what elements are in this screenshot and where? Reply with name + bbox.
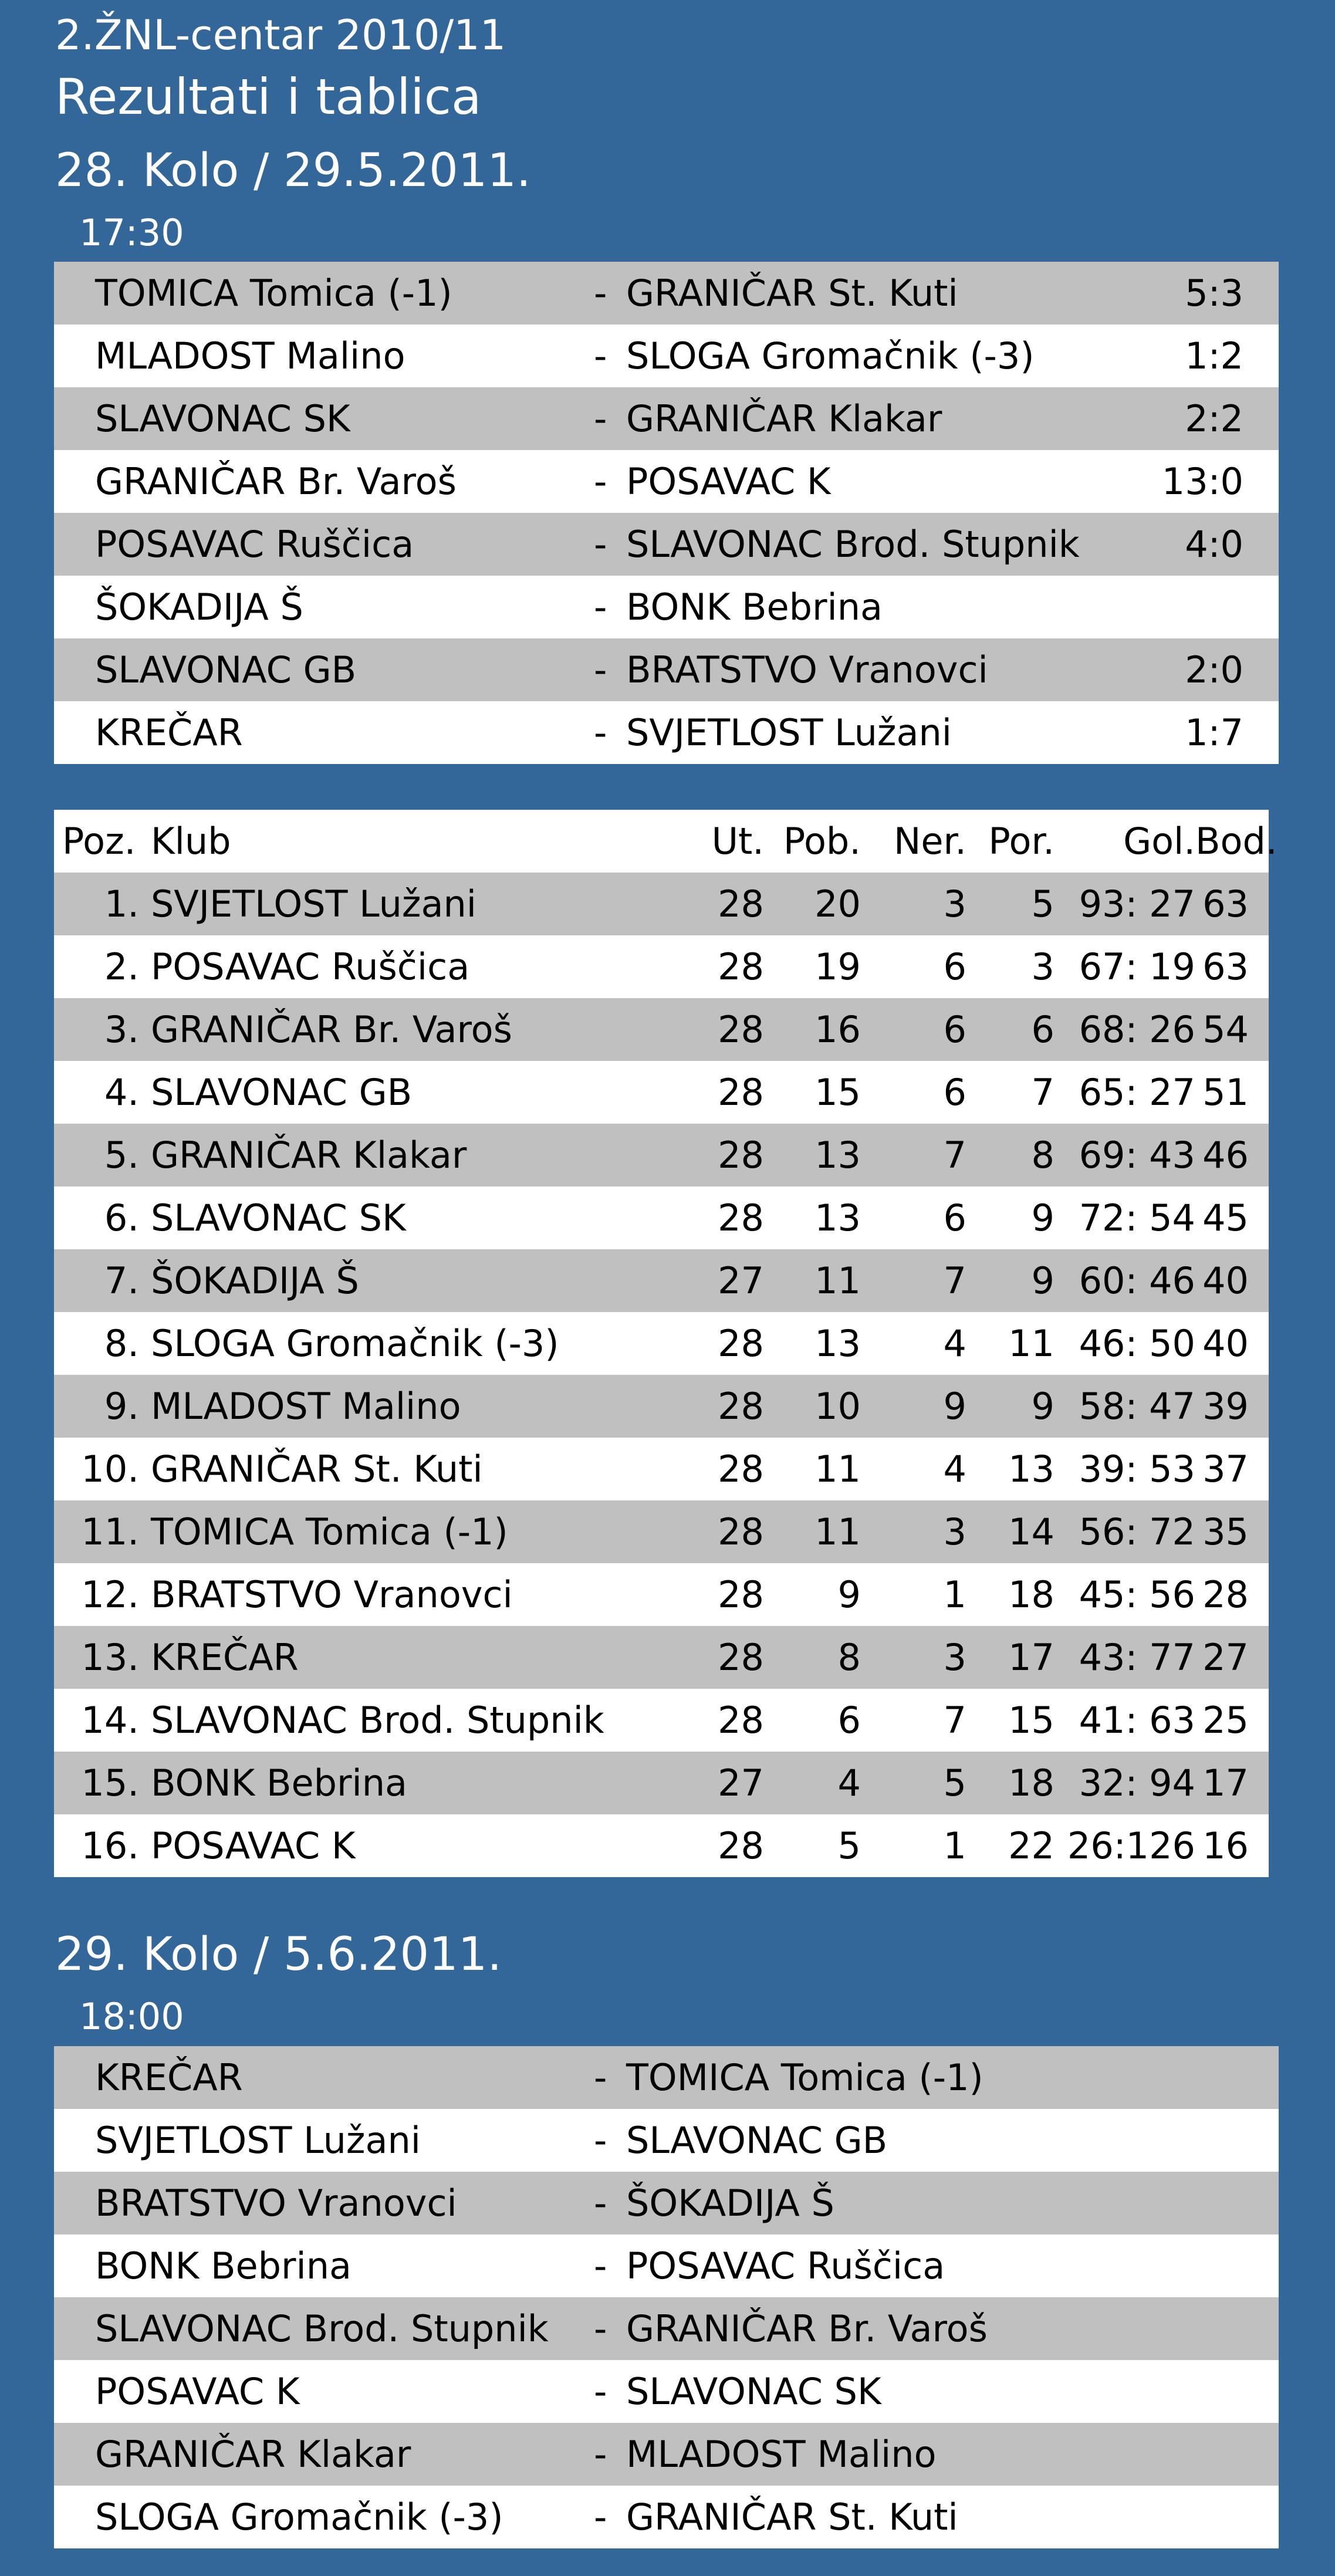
- standing-club: ŠOKADIJA Š: [139, 1249, 688, 1312]
- standing-points: 37: [1195, 1438, 1269, 1500]
- standing-position: 13.: [54, 1626, 139, 1689]
- standing-won: 8: [764, 1626, 861, 1689]
- standing-lost: 9: [966, 1186, 1055, 1249]
- standing-points: 40: [1195, 1312, 1269, 1375]
- header-position: Poz.: [54, 810, 139, 873]
- header-points: Bod.: [1195, 810, 1269, 873]
- header-played: Ut.: [688, 810, 764, 873]
- standing-won: 19: [764, 935, 861, 998]
- match-home-team: KREČAR: [54, 2046, 594, 2109]
- standing-position: 3.: [54, 998, 139, 1061]
- match-home-team: ŠOKADIJA Š: [54, 576, 594, 638]
- match-away-team: GRANIČAR Br. Varoš: [626, 2297, 1128, 2360]
- standing-position: 11.: [54, 1500, 139, 1563]
- standing-won: 9: [764, 1563, 861, 1626]
- standing-played: 28: [688, 935, 764, 998]
- match-away-team: POSAVAC Ruščica: [626, 2234, 1128, 2297]
- standing-position: 14.: [54, 1689, 139, 1752]
- match-score: [1128, 2046, 1279, 2109]
- standing-won: 11: [764, 1500, 861, 1563]
- standing-lost: 22: [966, 1814, 1055, 1877]
- match-separator: -: [594, 2486, 626, 2548]
- standing-goals: 39: 53: [1055, 1438, 1195, 1500]
- match-row: [54, 387, 1279, 450]
- match-away-team: SLOGA Gromačnik (-3): [626, 324, 1128, 387]
- standing-club: GRANIČAR Klakar: [139, 1124, 688, 1186]
- match-home-team: MLADOST Malino: [54, 324, 594, 387]
- standing-points: 16: [1195, 1814, 1269, 1877]
- section-title: Rezultati i tablica: [55, 68, 482, 126]
- standings-row: [54, 1689, 1269, 1752]
- standings-row: [54, 1626, 1269, 1689]
- match-row: [54, 2046, 1279, 2109]
- standing-played: 28: [688, 873, 764, 935]
- standing-drawn: 4: [861, 1312, 966, 1375]
- match-row: [54, 2234, 1279, 2297]
- match-home-team: POSAVAC Ruščica: [54, 513, 594, 576]
- standing-drawn: 3: [861, 1626, 966, 1689]
- standing-points: 17: [1195, 1752, 1269, 1814]
- standing-club: SLOGA Gromačnik (-3): [139, 1312, 688, 1375]
- standing-played: 27: [688, 1752, 764, 1814]
- match-separator: -: [594, 2109, 626, 2172]
- standing-club: SLAVONAC SK: [139, 1186, 688, 1249]
- standing-points: 39: [1195, 1375, 1269, 1438]
- match-score: 2:0: [1128, 638, 1279, 701]
- standing-position: 4.: [54, 1061, 139, 1124]
- match-away-team: GRANIČAR St. Kuti: [626, 2486, 1128, 2548]
- match-score: 4:0: [1128, 513, 1279, 576]
- round-29-title: 29. Kolo / 5.6.2011.: [55, 1928, 502, 1981]
- standing-lost: 5: [966, 873, 1055, 935]
- standing-lost: 14: [966, 1500, 1055, 1563]
- match-separator: -: [594, 576, 626, 638]
- match-separator: -: [594, 2297, 626, 2360]
- match-row: [54, 262, 1279, 324]
- match-row: [54, 638, 1279, 701]
- round-28-title: 28. Kolo / 29.5.2011.: [55, 144, 531, 197]
- match-separator: -: [594, 638, 626, 701]
- standing-club: GRANIČAR Br. Varoš: [139, 998, 688, 1061]
- standings-row: [54, 1563, 1269, 1626]
- standing-club: KREČAR: [139, 1626, 688, 1689]
- match-row: [54, 576, 1279, 638]
- match-home-team: SLAVONAC GB: [54, 638, 594, 701]
- match-separator: -: [594, 387, 626, 450]
- standing-goals: 41: 63: [1055, 1689, 1195, 1752]
- standing-club: TOMICA Tomica (-1): [139, 1500, 688, 1563]
- standing-lost: 17: [966, 1626, 1055, 1689]
- round-28-matches-table: [54, 262, 1279, 764]
- match-separator: -: [594, 2360, 626, 2423]
- standing-lost: 18: [966, 1752, 1055, 1814]
- standing-played: 28: [688, 1124, 764, 1186]
- match-away-team: BONK Bebrina: [626, 576, 1128, 638]
- standing-played: 28: [688, 1626, 764, 1689]
- standing-points: 40: [1195, 1249, 1269, 1312]
- standing-position: 6.: [54, 1186, 139, 1249]
- standing-lost: 15: [966, 1689, 1055, 1752]
- match-away-team: ŠOKADIJA Š: [626, 2172, 1128, 2234]
- match-separator: -: [594, 2423, 626, 2486]
- standing-drawn: 7: [861, 1249, 966, 1312]
- standings-row: [54, 1061, 1269, 1124]
- standing-won: 10: [764, 1375, 861, 1438]
- standings-header-row: [54, 810, 1269, 873]
- league-title: 2.ŽNL-centar 2010/11: [55, 11, 506, 59]
- match-home-team: SLOGA Gromačnik (-3): [54, 2486, 594, 2548]
- standing-club: SLAVONAC GB: [139, 1061, 688, 1124]
- standings-row: [54, 1186, 1269, 1249]
- standing-played: 27: [688, 1249, 764, 1312]
- standing-won: 4: [764, 1752, 861, 1814]
- standing-won: 15: [764, 1061, 861, 1124]
- match-separator: -: [594, 450, 626, 513]
- match-home-team: TOMICA Tomica (-1): [54, 262, 594, 324]
- standing-lost: 11: [966, 1312, 1055, 1375]
- standing-goals: 93: 27: [1055, 873, 1195, 935]
- standing-won: 16: [764, 998, 861, 1061]
- standing-lost: 9: [966, 1375, 1055, 1438]
- standing-lost: 13: [966, 1438, 1055, 1500]
- standing-lost: 18: [966, 1563, 1055, 1626]
- standing-club: SLAVONAC Brod. Stupnik: [139, 1689, 688, 1752]
- standing-club: GRANIČAR St. Kuti: [139, 1438, 688, 1500]
- standings-row: [54, 1752, 1269, 1814]
- standing-won: 20: [764, 873, 861, 935]
- standing-goals: 45: 56: [1055, 1563, 1195, 1626]
- standing-goals: 65: 27: [1055, 1061, 1195, 1124]
- standing-played: 28: [688, 1500, 764, 1563]
- standings-row: [54, 1500, 1269, 1563]
- standing-played: 28: [688, 1563, 764, 1626]
- match-score: [1128, 2172, 1279, 2234]
- match-separator: -: [594, 2172, 626, 2234]
- match-score: [1128, 2109, 1279, 2172]
- standing-drawn: 9: [861, 1375, 966, 1438]
- standing-club: POSAVAC Ruščica: [139, 935, 688, 998]
- standings-table: [54, 810, 1277, 1877]
- match-score: 5:3: [1128, 262, 1279, 324]
- standing-points: 35: [1195, 1500, 1269, 1563]
- match-row: [54, 2109, 1279, 2172]
- match-row: [54, 2172, 1279, 2234]
- standing-position: 1.: [54, 873, 139, 935]
- standing-goals: 69: 43: [1055, 1124, 1195, 1186]
- standing-club: POSAVAC K: [139, 1814, 688, 1877]
- standing-drawn: 6: [861, 935, 966, 998]
- standings-row: [54, 998, 1269, 1061]
- header-lost: Por.: [966, 810, 1055, 873]
- standing-position: 7.: [54, 1249, 139, 1312]
- standing-lost: 6: [966, 998, 1055, 1061]
- standing-lost: 3: [966, 935, 1055, 998]
- match-separator: -: [594, 2234, 626, 2297]
- standing-club: SVJETLOST Lužani: [139, 873, 688, 935]
- header-club: Klub: [139, 810, 688, 873]
- match-away-team: MLADOST Malino: [626, 2423, 1128, 2486]
- standing-club: MLADOST Malino: [139, 1375, 688, 1438]
- standing-club: BONK Bebrina: [139, 1752, 688, 1814]
- match-row: [54, 701, 1279, 764]
- standing-drawn: 1: [861, 1563, 966, 1626]
- standing-position: 8.: [54, 1312, 139, 1375]
- standing-won: 11: [764, 1438, 861, 1500]
- match-score: [1128, 2423, 1279, 2486]
- standing-drawn: 6: [861, 1061, 966, 1124]
- standings-row: [54, 1312, 1269, 1375]
- round-29-matches-table: [54, 2046, 1279, 2548]
- standing-played: 28: [688, 1375, 764, 1438]
- match-score: [1128, 2486, 1279, 2548]
- standing-points: 54: [1195, 998, 1269, 1061]
- standing-points: 45: [1195, 1186, 1269, 1249]
- match-row: [54, 513, 1279, 576]
- standing-goals: 58: 47: [1055, 1375, 1195, 1438]
- standing-drawn: 7: [861, 1689, 966, 1752]
- round-28-time: 17:30: [79, 211, 184, 254]
- standing-lost: 7: [966, 1061, 1055, 1124]
- standing-position: 12.: [54, 1563, 139, 1626]
- match-home-team: SVJETLOST Lužani: [54, 2109, 594, 2172]
- match-separator: -: [594, 2046, 626, 2109]
- match-score: 1:2: [1128, 324, 1279, 387]
- match-away-team: POSAVAC K: [626, 450, 1128, 513]
- match-away-team: SVJETLOST Lužani: [626, 701, 1128, 764]
- standing-position: 15.: [54, 1752, 139, 1814]
- standing-won: 13: [764, 1312, 861, 1375]
- standings-row: [54, 1438, 1269, 1500]
- header-won: Pob.: [764, 810, 861, 873]
- standing-points: 51: [1195, 1061, 1269, 1124]
- match-separator: -: [594, 262, 626, 324]
- standing-lost: 9: [966, 1249, 1055, 1312]
- standing-points: 25: [1195, 1689, 1269, 1752]
- standing-goals: 26:126: [1055, 1814, 1195, 1877]
- match-separator: -: [594, 701, 626, 764]
- standing-won: 13: [764, 1186, 861, 1249]
- standing-won: 6: [764, 1689, 861, 1752]
- match-away-team: SLAVONAC Brod. Stupnik: [626, 513, 1128, 576]
- standing-position: 2.: [54, 935, 139, 998]
- standing-drawn: 1: [861, 1814, 966, 1877]
- standings-row: [54, 873, 1269, 935]
- standing-played: 28: [688, 1186, 764, 1249]
- match-away-team: GRANIČAR St. Kuti: [626, 262, 1128, 324]
- match-row: [54, 2423, 1279, 2486]
- standing-goals: 68: 26: [1055, 998, 1195, 1061]
- match-score: [1128, 2297, 1279, 2360]
- standing-played: 28: [688, 998, 764, 1061]
- match-home-team: SLAVONAC Brod. Stupnik: [54, 2297, 594, 2360]
- match-away-team: SLAVONAC SK: [626, 2360, 1128, 2423]
- match-home-team: BONK Bebrina: [54, 2234, 594, 2297]
- standing-lost: 8: [966, 1124, 1055, 1186]
- standing-played: 28: [688, 1814, 764, 1877]
- standing-drawn: 7: [861, 1124, 966, 1186]
- match-separator: -: [594, 324, 626, 387]
- standing-goals: 43: 77: [1055, 1626, 1195, 1689]
- standings-row: [54, 1249, 1269, 1312]
- standing-won: 11: [764, 1249, 861, 1312]
- standings-row: [54, 1375, 1269, 1438]
- standing-points: 27: [1195, 1626, 1269, 1689]
- standing-points: 63: [1195, 873, 1269, 935]
- match-row: [54, 2297, 1279, 2360]
- match-row: [54, 450, 1279, 513]
- match-home-team: GRANIČAR Br. Varoš: [54, 450, 594, 513]
- standing-goals: 67: 19: [1055, 935, 1195, 998]
- standing-position: 9.: [54, 1375, 139, 1438]
- match-away-team: GRANIČAR Klakar: [626, 387, 1128, 450]
- match-score: [1128, 2360, 1279, 2423]
- match-score: [1128, 2234, 1279, 2297]
- standing-drawn: 6: [861, 998, 966, 1061]
- match-score: [1128, 576, 1279, 638]
- match-home-team: GRANIČAR Klakar: [54, 2423, 594, 2486]
- match-row: [54, 2486, 1279, 2548]
- standings-row: [54, 1814, 1269, 1877]
- standing-won: 13: [764, 1124, 861, 1186]
- standing-goals: 60: 46: [1055, 1249, 1195, 1312]
- standing-drawn: 3: [861, 873, 966, 935]
- match-score: 13:0: [1128, 450, 1279, 513]
- standing-drawn: 3: [861, 1500, 966, 1563]
- standing-points: 46: [1195, 1124, 1269, 1186]
- standing-played: 28: [688, 1312, 764, 1375]
- standing-drawn: 4: [861, 1438, 966, 1500]
- match-home-team: BRATSTVO Vranovci: [54, 2172, 594, 2234]
- standing-position: 10.: [54, 1438, 139, 1500]
- standing-played: 28: [688, 1438, 764, 1500]
- standing-drawn: 6: [861, 1186, 966, 1249]
- standing-points: 63: [1195, 935, 1269, 998]
- standings-row: [54, 935, 1269, 998]
- standing-goals: 72: 54: [1055, 1186, 1195, 1249]
- standing-position: 16.: [54, 1814, 139, 1877]
- match-score: 2:2: [1128, 387, 1279, 450]
- match-row: [54, 2360, 1279, 2423]
- match-away-team: BRATSTVO Vranovci: [626, 638, 1128, 701]
- standing-goals: 32: 94: [1055, 1752, 1195, 1814]
- standing-points: 28: [1195, 1563, 1269, 1626]
- standings-row: [54, 1124, 1269, 1186]
- standing-played: 28: [688, 1061, 764, 1124]
- standing-position: 5.: [54, 1124, 139, 1186]
- round-29-time: 18:00: [79, 1995, 184, 2038]
- standing-goals: 46: 50: [1055, 1312, 1195, 1375]
- match-home-team: SLAVONAC SK: [54, 387, 594, 450]
- match-home-team: KREČAR: [54, 701, 594, 764]
- standing-played: 28: [688, 1689, 764, 1752]
- standing-won: 5: [764, 1814, 861, 1877]
- standing-club: BRATSTVO Vranovci: [139, 1563, 688, 1626]
- match-separator: -: [594, 513, 626, 576]
- match-score: 1:7: [1128, 701, 1279, 764]
- header-goals: Gol.: [1055, 810, 1195, 873]
- match-away-team: SLAVONAC GB: [626, 2109, 1128, 2172]
- match-row: [54, 324, 1279, 387]
- match-home-team: POSAVAC K: [54, 2360, 594, 2423]
- standing-goals: 56: 72: [1055, 1500, 1195, 1563]
- match-away-team: TOMICA Tomica (-1): [626, 2046, 1128, 2109]
- header-drawn: Ner.: [861, 810, 966, 873]
- standing-drawn: 5: [861, 1752, 966, 1814]
